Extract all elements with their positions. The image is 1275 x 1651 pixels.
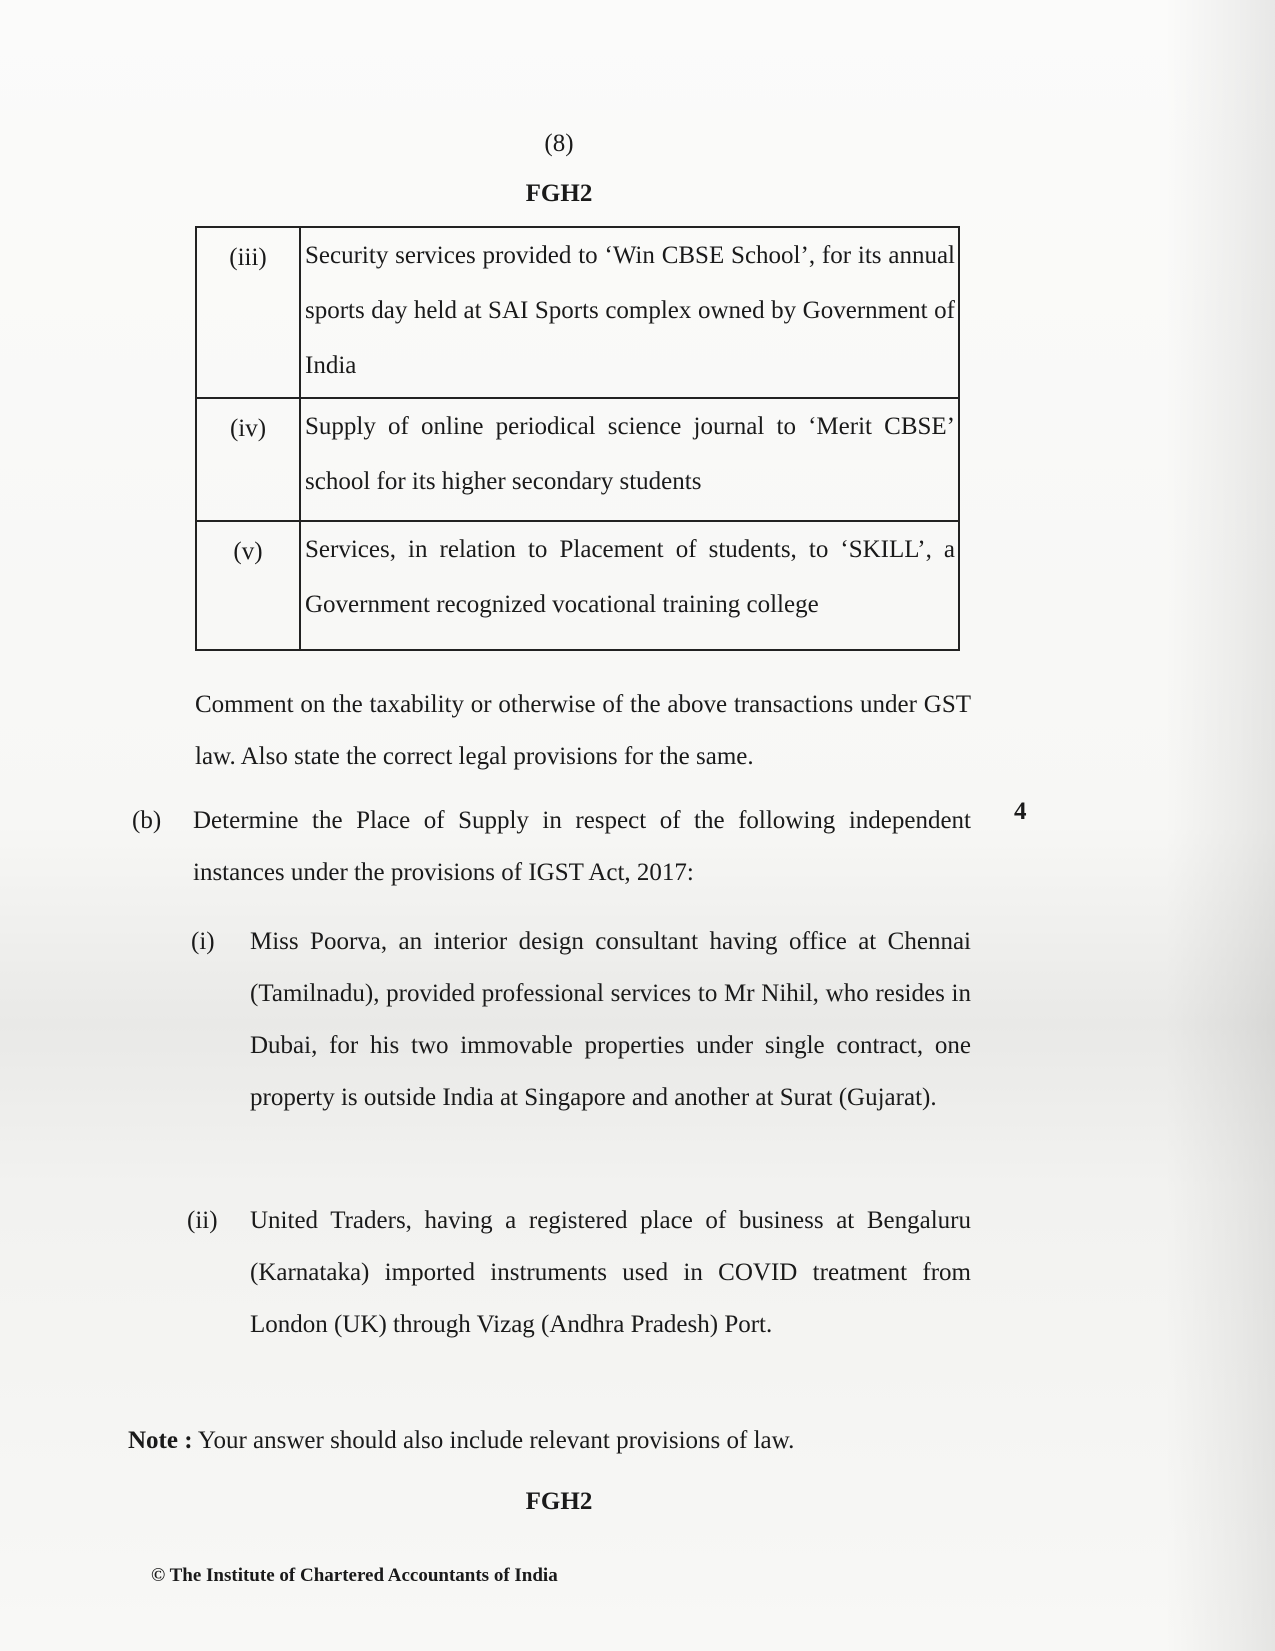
comment-instruction: Comment on the taxability or otherwise of the above transactions under GST law. Also state the correct legal provisions for the same. <box>195 691 971 770</box>
note-label: Note : <box>128 1427 193 1454</box>
marks-value: 4 <box>1014 798 1027 825</box>
table-row <box>196 521 959 650</box>
table-row <box>196 227 959 398</box>
paper-code-footer: FGH2 <box>525 1488 593 1515</box>
note-text: Your answer should also include relevant provisions of law. <box>197 1427 795 1454</box>
page-number: (8) <box>544 130 574 157</box>
note <box>128 1421 1028 1461</box>
sub-item-label: (ii) <box>187 1207 218 1234</box>
row-description: Supply of online periodical science journal to ‘Merit CBSE’ school for its higher secondary students <box>300 398 959 521</box>
row-number: (v) <box>196 521 300 650</box>
table-row <box>196 398 959 521</box>
sub-item-text: Miss Poorva, an interior design consultant having office at Chennai (Tamilnadu), provided professional services to Mr Nihil, who resides in Dubai, for his two immovable properties under single contract, one property is outside India at Singapore and another at Surat (Gujarat). <box>250 928 971 1111</box>
row-description: Services, in relation to Placement of students, to ‘SKILL’, a Government recognized vocational training college <box>300 521 959 650</box>
row-number: (iv) <box>196 398 300 521</box>
row-number: (iii) <box>196 227 300 398</box>
paper-code-header: FGH2 <box>525 180 593 207</box>
copyright-notice: © The Institute of Chartered Accountants of India <box>151 1565 558 1586</box>
services-table <box>195 226 960 651</box>
part-b-label: (b) <box>132 807 162 834</box>
scan-shadow <box>1165 0 1275 1651</box>
row-description: Security services provided to ‘Win CBSE School’, for its annual sports day held at SAI Sports complex owned by Government of India <box>300 227 959 398</box>
part-b-question: Determine the Place of Supply in respect of the following independent instances under the provisions of IGST Act, 2017: <box>193 807 971 886</box>
sub-item-text: United Traders, having a registered place of business at Bengaluru (Karnataka) imported instruments used in COVID treatment from London (UK) through Vizag (Andhra Pradesh) Port. <box>250 1207 971 1338</box>
sub-item-label: (i) <box>191 928 215 955</box>
